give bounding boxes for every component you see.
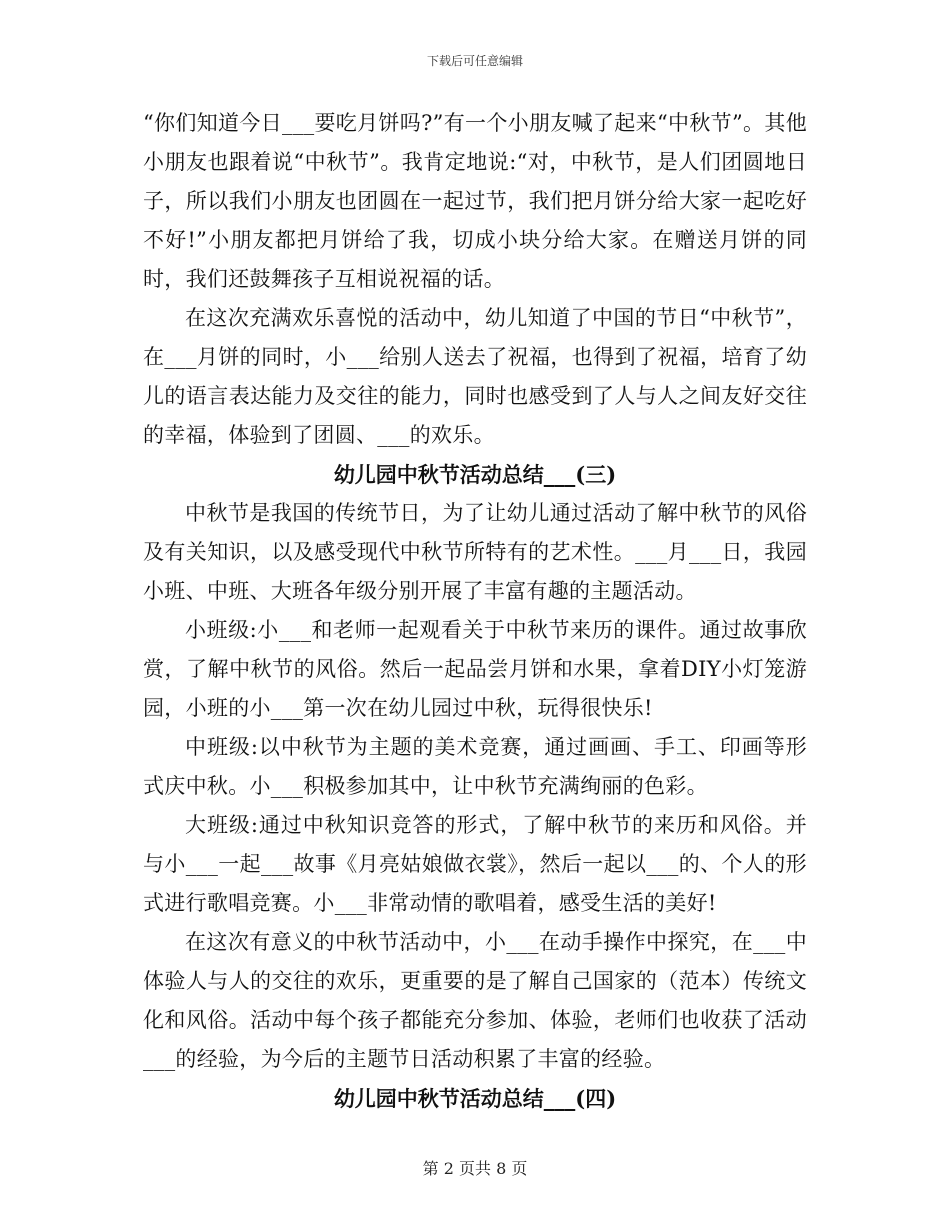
paragraph-small-class: 小班级:小___和老师一起观看关于中秋节来历的课件。通过故事欣赏，了解中秋节的风俗。然后一起品尝月饼和水果，拿着DIY小灯笼游园，小班的小___第一次在幼儿园过中秋，玩得很快乐!	[143, 618, 807, 720]
paragraph-conclusion: 在这次有意义的中秋节活动中，小___在动手操作中探究，在___中体验人与人的交往的欢乐，更重要的是了解自己国家的（范本）传统文化和风俗。活动中每个孩子都能充分参加、体验，老师们也收获了活动___的经验，为今后的主题节日活动积累了丰富的经验。	[143, 930, 807, 1071]
paragraph-intro: 中秋节是我国的传统节日，为了让幼儿通过活动了解中秋节的风俗及有关知识，以及感受现代中秋节所特有的艺术性。___月___日，我园小班、中班、大班各年级分别开展了丰富有趣的主题活动。	[143, 501, 807, 603]
section-heading-four: 幼儿园中秋节活动总结___(四)	[333, 1086, 617, 1111]
document-body	[143, 104, 807, 1118]
page-number-footer: 第 2 页共 8 页	[422, 1159, 528, 1178]
paragraph-middle-class: 中班级:以中秋节为主题的美术竞赛，通过画画、手工、印画等形式庆中秋。小___积极参加其中，让中秋节充满绚丽的色彩。	[143, 735, 807, 798]
paragraph-activity-summary: 在这次充满欢乐喜悦的活动中，幼儿知道了中国的节日“中秋节”，在___月饼的同时，小___给别人送去了祝福，也得到了祝福，培育了幼儿的语言表达能力及交往的能力，同时也感受到了人与人之间友好交往的幸福，体验到了团圆、___的欢乐。	[143, 306, 807, 447]
page-header: 下载后可任意编辑	[426, 54, 523, 68]
paragraph-big-class: 大班级:通过中秋知识竞答的形式，了解中秋节的来历和风俗。并与小___一起___故事《月亮姑娘做衣裳》，然后一起以___的、个人的形式进行歌唱竞赛。小___非常动情的歌唱着，感受生活的美好!	[143, 813, 807, 915]
paragraph-mooncake-question: “你们知道今日___要吃月饼吗?”有一个小朋友喊了起来“中秋节”。其他小朋友也跟着说“中秋节”。我肯定地说:“对，中秋节，是人们团圆地日子，所以我们小朋友也团圆在一起过节，我们把月饼分给大家一起吃好不好!”小朋友都把月饼给了我，切成小块分给大家。在赠送月饼的同时，我们还鼓舞孩子互相说祝福的话。	[143, 111, 807, 291]
section-heading-three: 幼儿园中秋节活动总结___(三)	[333, 462, 617, 487]
